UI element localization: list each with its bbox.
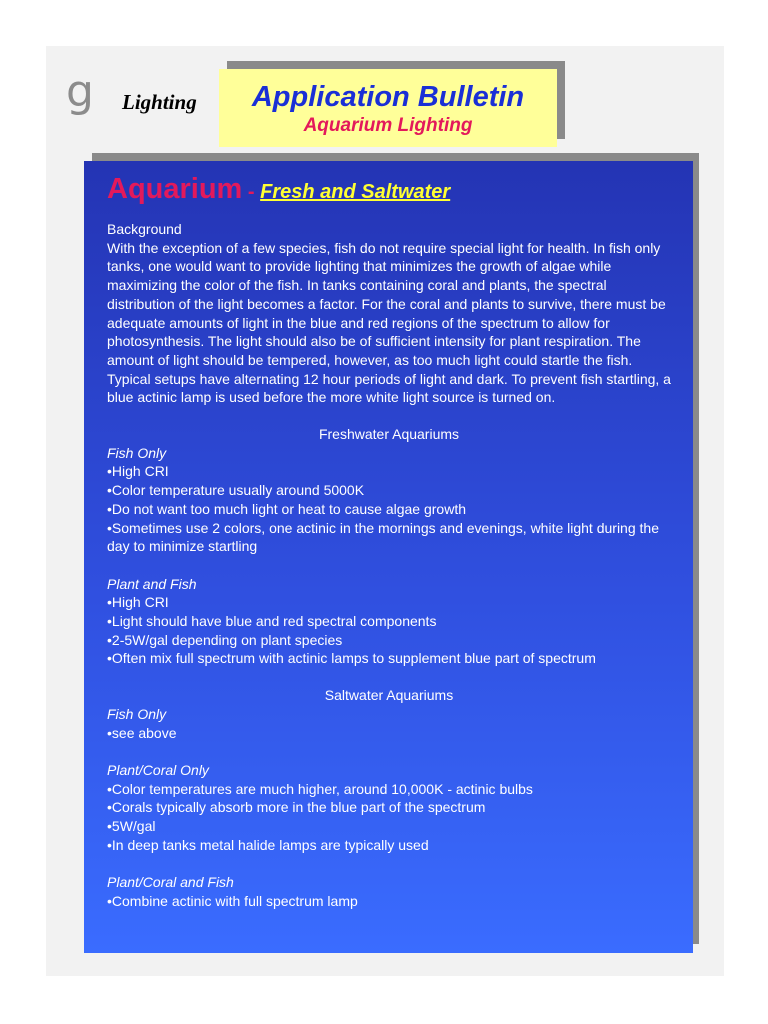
list-item: •2-5W/gal depending on plant species	[107, 631, 343, 648]
fw-plant-fish-title: Plant and Fish	[107, 575, 197, 592]
background-title: Background	[107, 221, 182, 237]
sw-plant-coral-title: Plant/Coral Only	[107, 761, 209, 778]
background-section	[107, 220, 671, 407]
content-panel	[84, 161, 693, 953]
list-item: •Sometimes use 2 colors, one actinic in the mornings and evenings, white light during the day to minimize startling	[107, 519, 659, 555]
spacer	[107, 854, 671, 873]
sw-fish-only-title: Fish Only	[107, 705, 167, 722]
list-item: •Color temperature usually around 5000K	[107, 482, 365, 499]
heading-main: Aquarium	[107, 173, 243, 205]
sw-fish-only	[107, 705, 671, 742]
logo-icon: g	[66, 66, 94, 117]
spacer	[107, 556, 671, 575]
sw-plant-coral	[107, 761, 671, 855]
saltwater-title: Saltwater Aquariums	[324, 687, 454, 704]
list-item: •Combine actinic with full spectrum lamp	[107, 892, 358, 909]
fw-plant-fish	[107, 575, 671, 669]
list-item: •5W/gal	[107, 818, 156, 835]
heading-dash: -	[242, 181, 261, 203]
heading-subtitle: Fresh and Saltwater	[260, 181, 451, 203]
list-item: •High CRI	[107, 594, 169, 611]
fw-fish-only-title: Fish Only	[107, 444, 167, 461]
list-item: •Corals typically absorb more in the blue part of the spectrum	[107, 799, 486, 816]
bulletin-title: Application Bulletin	[251, 81, 525, 113]
list-item: •Light should have blue and red spectral components	[107, 613, 437, 630]
background-text: With the exception of a few species, fish do not require special light for health. In fish only tanks, one would want to provide lighting that minimizes the growth of algae while maximizing the color of the fish. In tanks containing coral and plants, the spectral distribution of the light becomes a factor. For the coral and plants to survive, there must be adequate amounts of light in the blue and red regions of the spectrum to allow for photosynthesis. The light should also be of sufficient intensity for plant respiration. The amount of light should be tempered, however, as too much light could startle the fish. Typical setups have alternating 12 hour periods of light and dark. To prevent fish startling, a blue actinic lamp is used before the more white light source is turned on.	[107, 239, 671, 406]
list-item: •Often mix full spectrum with actinic lamps to supplement blue part of spectrum	[107, 650, 596, 667]
list-item: •Do not want too much light or heat to cause algae growth	[107, 500, 467, 517]
brand-label: Lighting	[122, 90, 197, 114]
panel-heading	[107, 171, 671, 207]
spacer	[107, 742, 671, 761]
fw-fish-only	[107, 444, 671, 556]
list-item: •High CRI	[107, 463, 169, 480]
list-item: •In deep tanks metal halide lamps are typically used	[107, 836, 429, 853]
freshwater-title: Freshwater Aquariums	[318, 426, 460, 443]
list-item: •Color temperatures are much higher, around 10,000K - actinic bulbs	[107, 780, 533, 797]
list-item: •see above	[107, 724, 177, 741]
sw-plant-coral-fish-title: Plant/Coral and Fish	[107, 874, 234, 891]
bulletin-box	[219, 69, 557, 147]
bulletin-subtitle: Aquarium Lighting	[303, 115, 473, 136]
sw-plant-coral-fish	[107, 873, 671, 910]
